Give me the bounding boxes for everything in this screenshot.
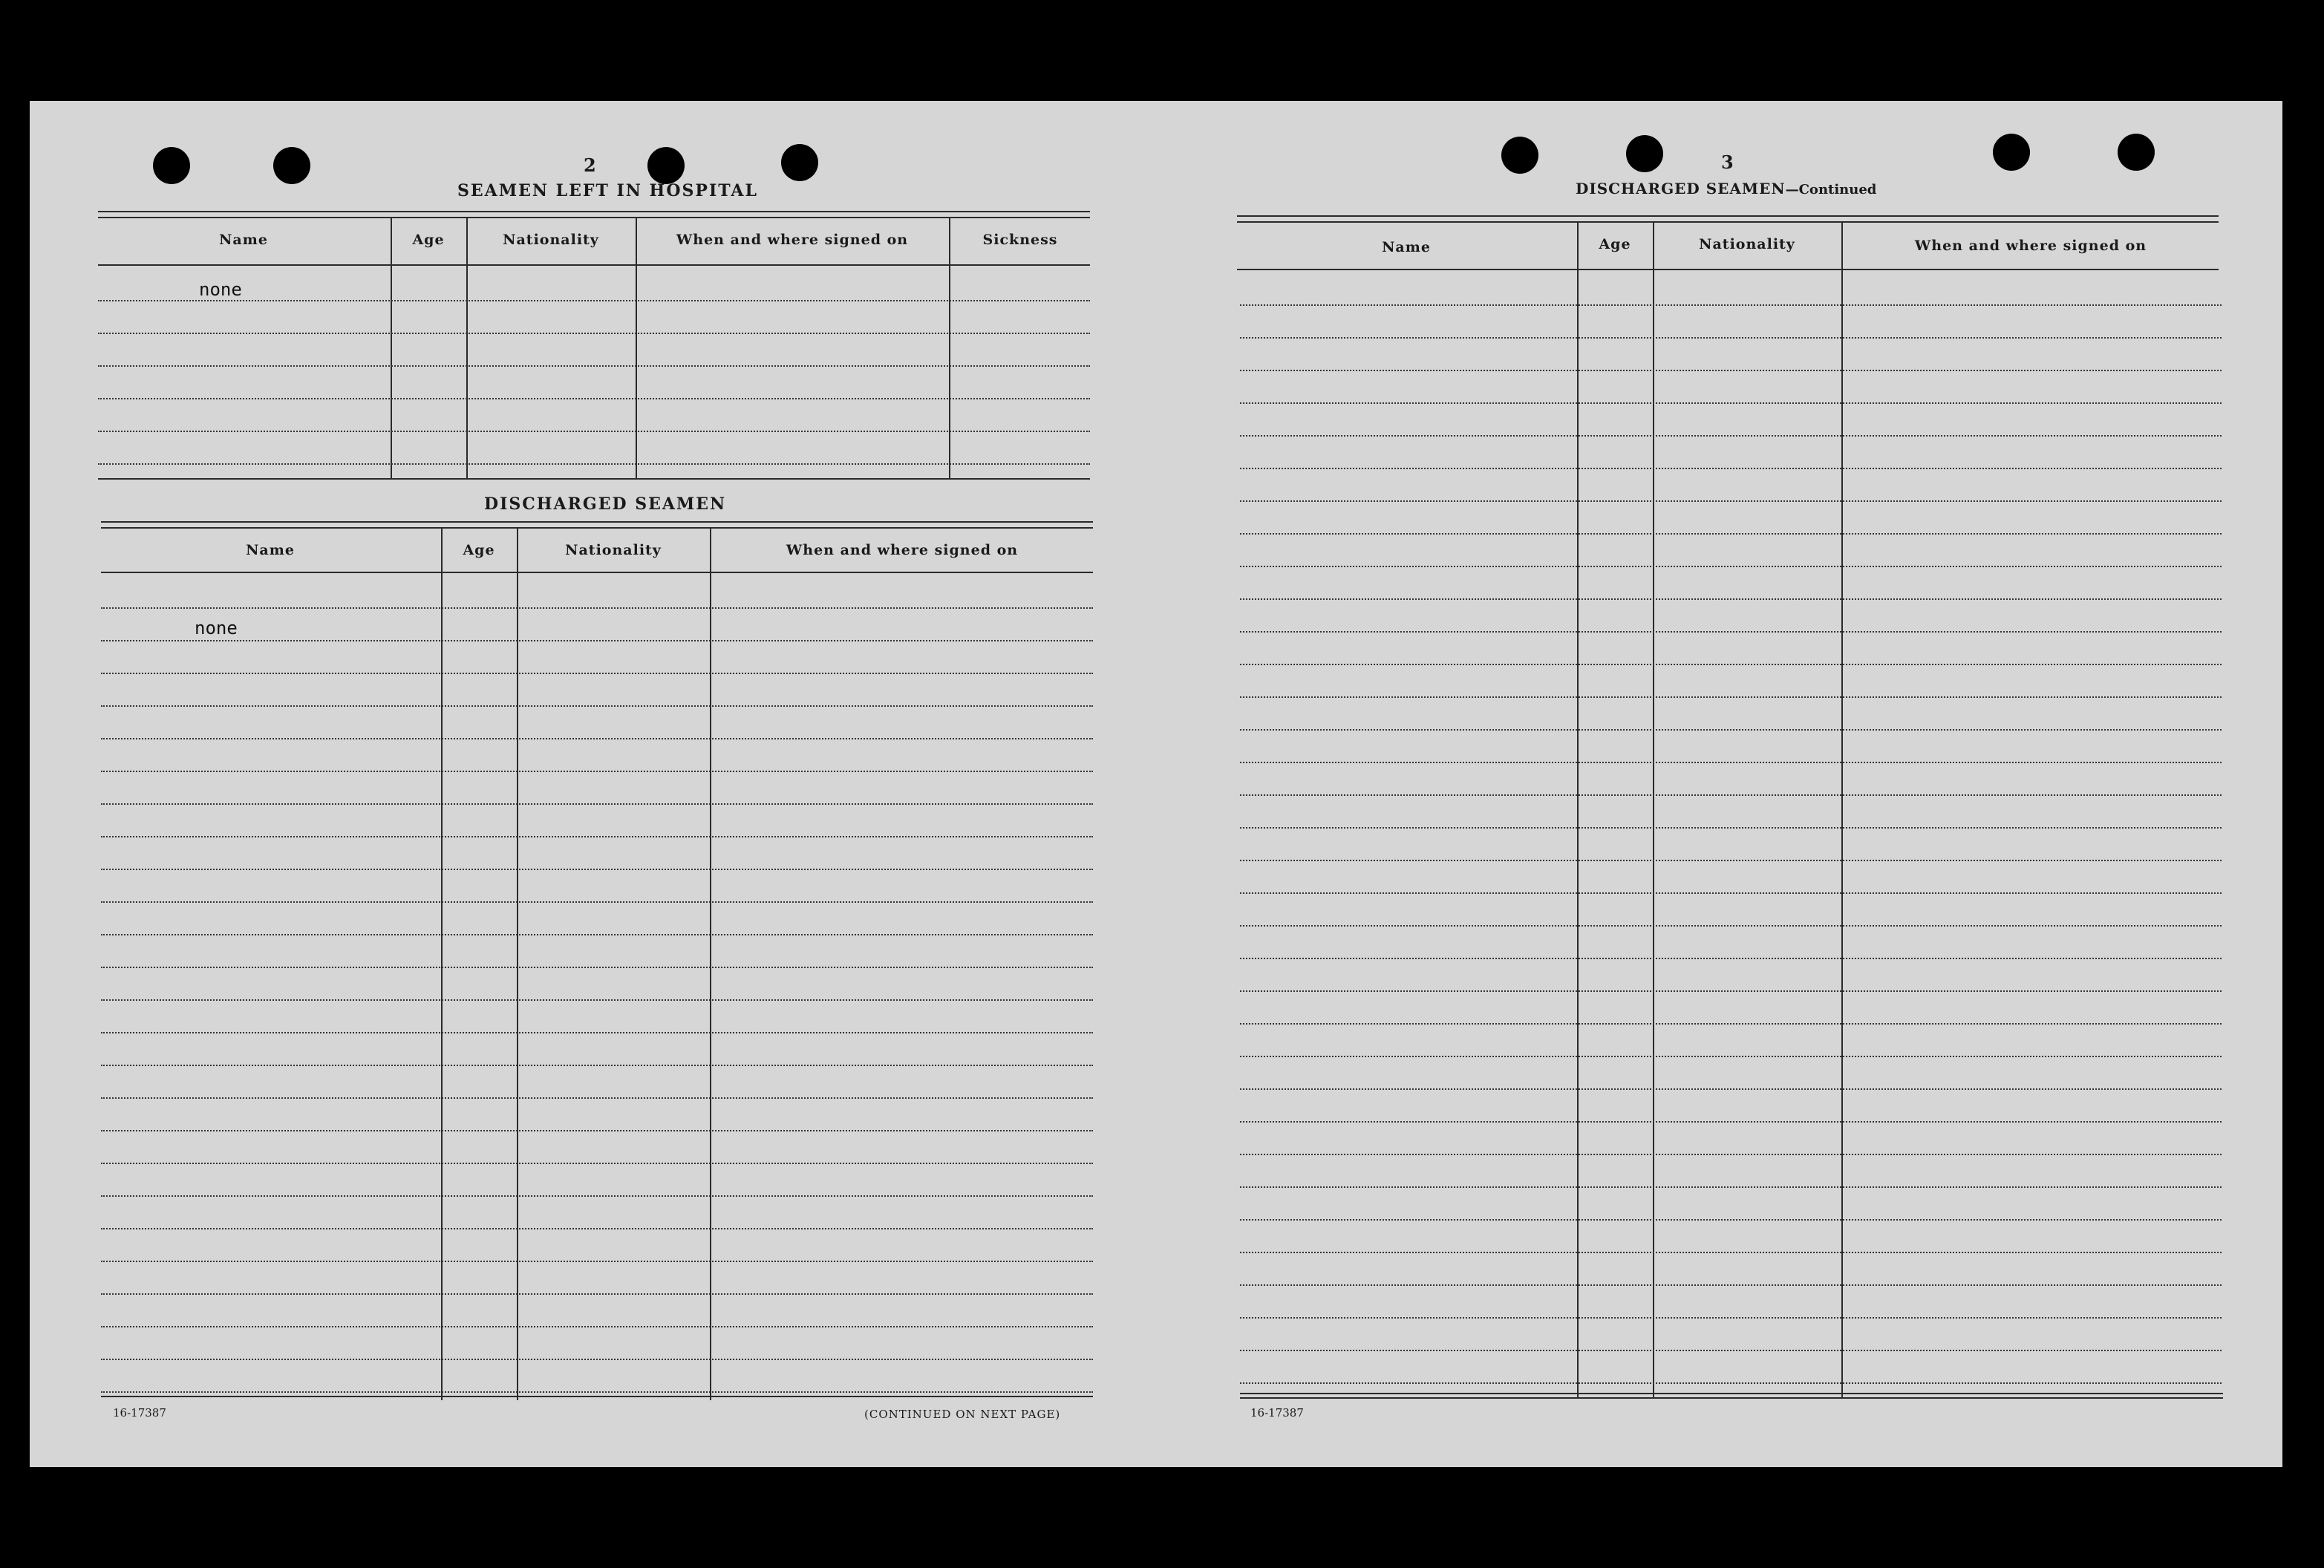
table-row-rule: [1240, 1350, 2222, 1351]
punch-hole: [647, 147, 685, 184]
column-header-nationality: Nationality: [1699, 236, 1795, 252]
table-row-rule: [101, 1391, 1093, 1393]
punch-hole: [781, 144, 818, 181]
table-row-rule: [1240, 1186, 2222, 1188]
column-header-name: Name: [1382, 239, 1431, 255]
table-row-rule: [1240, 860, 2222, 861]
table-row-rule: [98, 431, 1090, 432]
table-row-rule: [1240, 304, 2222, 306]
column-header-name: Name: [246, 542, 295, 558]
table-row-rule: [1240, 1317, 2222, 1319]
table-row-rule: [1240, 958, 2222, 959]
table-row-rule: [1240, 892, 2222, 894]
table-row-rule: [101, 1163, 1093, 1164]
table-row-rule: [101, 901, 1093, 903]
table-row-rule: [101, 934, 1093, 935]
table-row-rule: [98, 333, 1090, 334]
table-row-rule: [1240, 1023, 2222, 1025]
table-row-rule: [1240, 925, 2222, 927]
column-header-signed-on: When and where signed on: [676, 232, 909, 248]
table-row-rule: [101, 1261, 1093, 1262]
table-row-rule: [101, 869, 1093, 870]
table-row-rule: [1240, 598, 2222, 600]
table-row-rule: [1240, 500, 2222, 502]
table-row-rule: [1240, 533, 2222, 535]
continued-note: (CONTINUED ON NEXT PAGE): [864, 1408, 1061, 1421]
table-row-rule: [1240, 370, 2222, 371]
table-row-rule: [1240, 696, 2222, 698]
table-row-rule: [1240, 1252, 2222, 1253]
table-row-rule: [101, 1228, 1093, 1229]
table-row-rule: [98, 398, 1090, 399]
table-row-rule: [1240, 990, 2222, 992]
table-row-rule: [101, 1065, 1093, 1066]
continued-suffix: —Continued: [1785, 182, 1877, 197]
table-row-rule: [1240, 1219, 2222, 1221]
table-row-rule: [101, 1032, 1093, 1033]
table-row-rule: [1240, 729, 2222, 731]
table-row-rule: [101, 607, 1093, 609]
discharged-continued-title: [1576, 180, 1876, 197]
table-row-rule: [101, 999, 1093, 1001]
table-row-rule: [98, 365, 1090, 367]
table-row-rule: [101, 1326, 1093, 1327]
table-row-rule: [98, 463, 1090, 465]
column-header-signed-on: When and where signed on: [1914, 238, 2147, 254]
table-row-rule: [1240, 827, 2222, 829]
table-row-rule: [1240, 1056, 2222, 1057]
table-row-rule: [101, 1293, 1093, 1295]
form-number: 16-17387: [1250, 1406, 1304, 1420]
table-row-rule: [101, 836, 1093, 837]
column-header-age: Age: [412, 232, 445, 248]
table-row-rule: [101, 640, 1093, 641]
page-number-right: 3: [1721, 151, 1734, 173]
table-row-rule: [1240, 794, 2222, 796]
punch-hole: [2118, 134, 2155, 171]
table-row-rule: [1240, 402, 2222, 404]
table-row-rule: [1240, 762, 2222, 763]
table-row-rule: [1240, 1154, 2222, 1155]
page-number-left: 2: [584, 154, 596, 176]
column-header-age: Age: [463, 542, 495, 558]
table-row-rule: [1240, 1121, 2222, 1123]
table-row-rule: [98, 300, 1090, 301]
table-row-rule: [101, 1097, 1093, 1099]
table-row-rule: [101, 803, 1093, 805]
table-row-rule: [101, 1195, 1093, 1197]
table-row-rule: [1240, 1088, 2222, 1090]
table-row-rule: [1240, 337, 2222, 339]
column-header-nationality: Nationality: [565, 542, 662, 558]
hospital-section-title: SEAMEN LEFT IN HOSPITAL: [457, 181, 758, 200]
table-row-rule: [101, 967, 1093, 968]
column-header-nationality: Nationality: [503, 232, 599, 248]
discharged-entry-name: none: [195, 618, 238, 638]
column-header-age: Age: [1599, 236, 1631, 252]
hospital-entry-name: none: [199, 279, 242, 300]
table-row-rule: [101, 738, 1093, 739]
table-row-rule: [1240, 1284, 2222, 1286]
table-row-rule: [1240, 631, 2222, 633]
table-row-rule: [1240, 566, 2222, 567]
discharged-continued-title-text: DISCHARGED SEAMEN: [1576, 180, 1786, 197]
table-row-rule: [1240, 664, 2222, 665]
column-header-sickness: Sickness: [982, 232, 1058, 248]
punch-hole: [153, 147, 190, 184]
table-row-rule: [1240, 435, 2222, 437]
punch-hole: [1501, 137, 1538, 174]
table-row-rule: [101, 771, 1093, 772]
table-row-rule: [101, 1130, 1093, 1131]
form-number: 16-17387: [113, 1406, 166, 1420]
table-row-rule: [101, 705, 1093, 707]
table-row-rule: [1240, 1382, 2222, 1384]
column-header-signed-on: When and where signed on: [786, 542, 1019, 558]
table-row-rule: [101, 673, 1093, 674]
column-header-name: Name: [219, 232, 268, 248]
punch-hole: [273, 147, 310, 184]
punch-hole: [1626, 135, 1663, 172]
table-row-rule: [101, 1359, 1093, 1360]
punch-hole: [1993, 134, 2030, 171]
table-row-rule: [1240, 468, 2222, 469]
document-sheet: [30, 101, 2282, 1467]
discharged-section-title: DISCHARGED SEAMEN: [484, 494, 727, 514]
